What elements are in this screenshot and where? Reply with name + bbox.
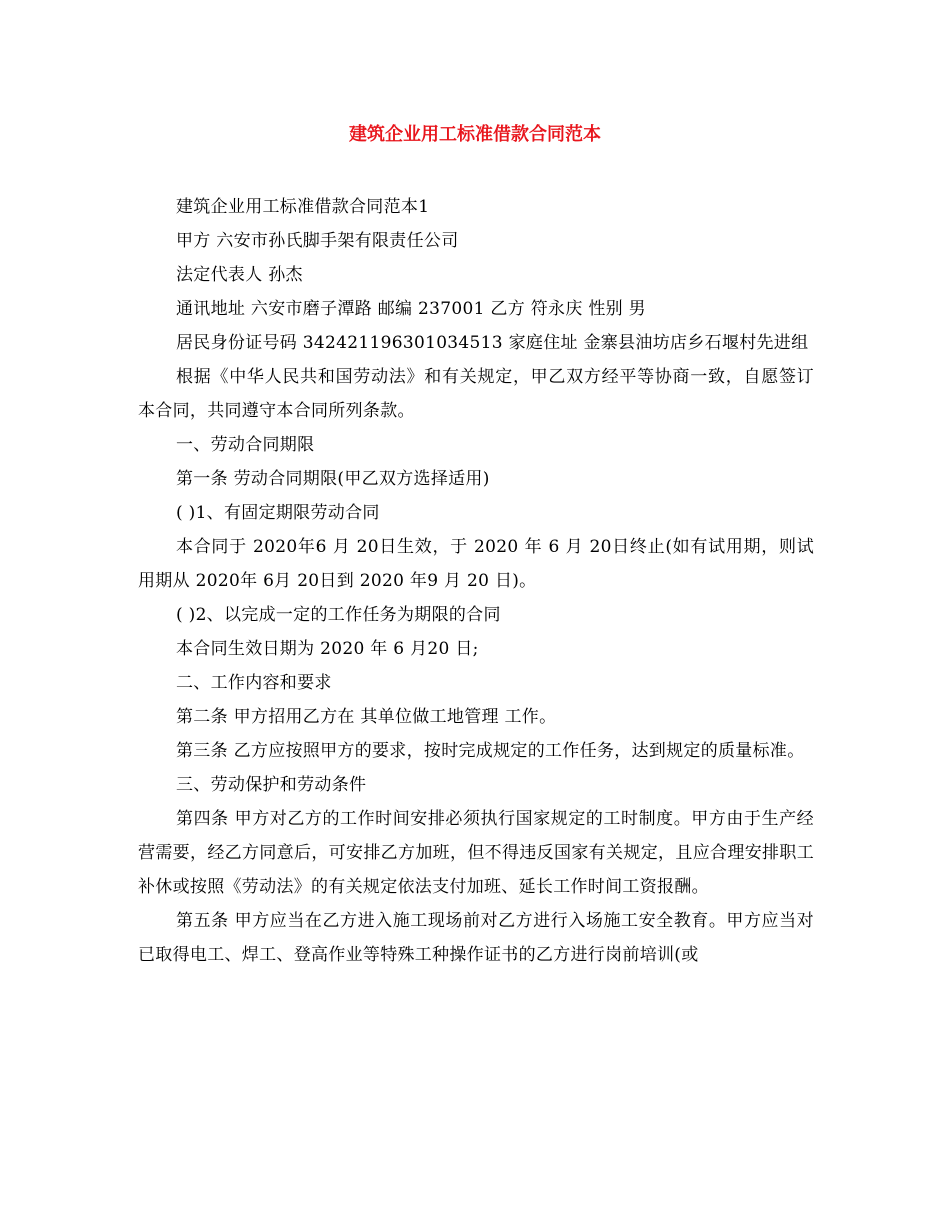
option-1: ( )1、有固定期限劳动合同 xyxy=(176,503,380,523)
section-heading-work: 二、工作内容和要求 xyxy=(176,673,332,693)
paragraph-preamble: 根据《中华人民共和国劳动法》和有关规定，甲乙双方经平等协商一致，自愿签订本合同，共同遵守本合同所列条款。 xyxy=(138,367,814,421)
article-4: 第四条 甲方对乙方的工作时间安排必须执行国家规定的工时制度。甲方由于生产经营需要，经乙方同意后，可安排乙方加班，但不得违反国家有关规定，且应合理安排职工补休或按照《劳动法》的有关规定依法支付加班、延长工作时间工资报酬。 xyxy=(138,809,814,897)
paragraph-heading-ref: 建筑企业用工标准借款合同范本1 xyxy=(176,197,430,217)
paragraph-id-number: 居民身份证号码 342421196301034513 家庭住址 金寨县油坊店乡石堰村先进组 xyxy=(176,333,809,353)
document-body xyxy=(138,190,814,972)
article-2: 第二条 甲方招用乙方在 其单位做工地管理 工作。 xyxy=(176,707,557,727)
article-3: 第三条 乙方应按照甲方的要求，按时完成规定的工作任务，达到规定的质量标准。 xyxy=(176,741,805,761)
document-title: 建筑企业用工标准借款合同范本 xyxy=(349,124,601,145)
article-5: 第五条 甲方应当在乙方进入施工现场前对乙方进行入场施工安全教育。甲方应当对已取得电工、焊工、登高作业等特殊工种操作证书的乙方进行岗前培训(或 xyxy=(138,911,814,965)
paragraph-effective-date: 本合同生效日期为 2020 年 6 月20 日; xyxy=(176,639,479,659)
option-2: ( )2、以完成一定的工作任务为期限的合同 xyxy=(176,605,501,625)
section-heading-term: 一、劳动合同期限 xyxy=(176,435,315,455)
paragraph-party-a: 甲方 六安市孙氏脚手架有限责任公司 xyxy=(176,231,459,251)
section-heading-protection: 三、劳动保护和劳动条件 xyxy=(176,775,367,795)
article-1: 第一条 劳动合同期限(甲乙双方选择适用) xyxy=(176,469,490,489)
paragraph-address: 通讯地址 六安市磨子潭路 邮编 237001 乙方 符永庆 性别 男 xyxy=(176,299,646,319)
paragraph-term-dates: 本合同于 2020年6 月 20日生效，于 2020 年 6 月 20日终止(如有试用期，则试用期从 2020年 6月 20日到 2020 年9 月 20 日)。 xyxy=(138,537,814,591)
paragraph-legal-rep: 法定代表人 孙杰 xyxy=(176,265,303,285)
